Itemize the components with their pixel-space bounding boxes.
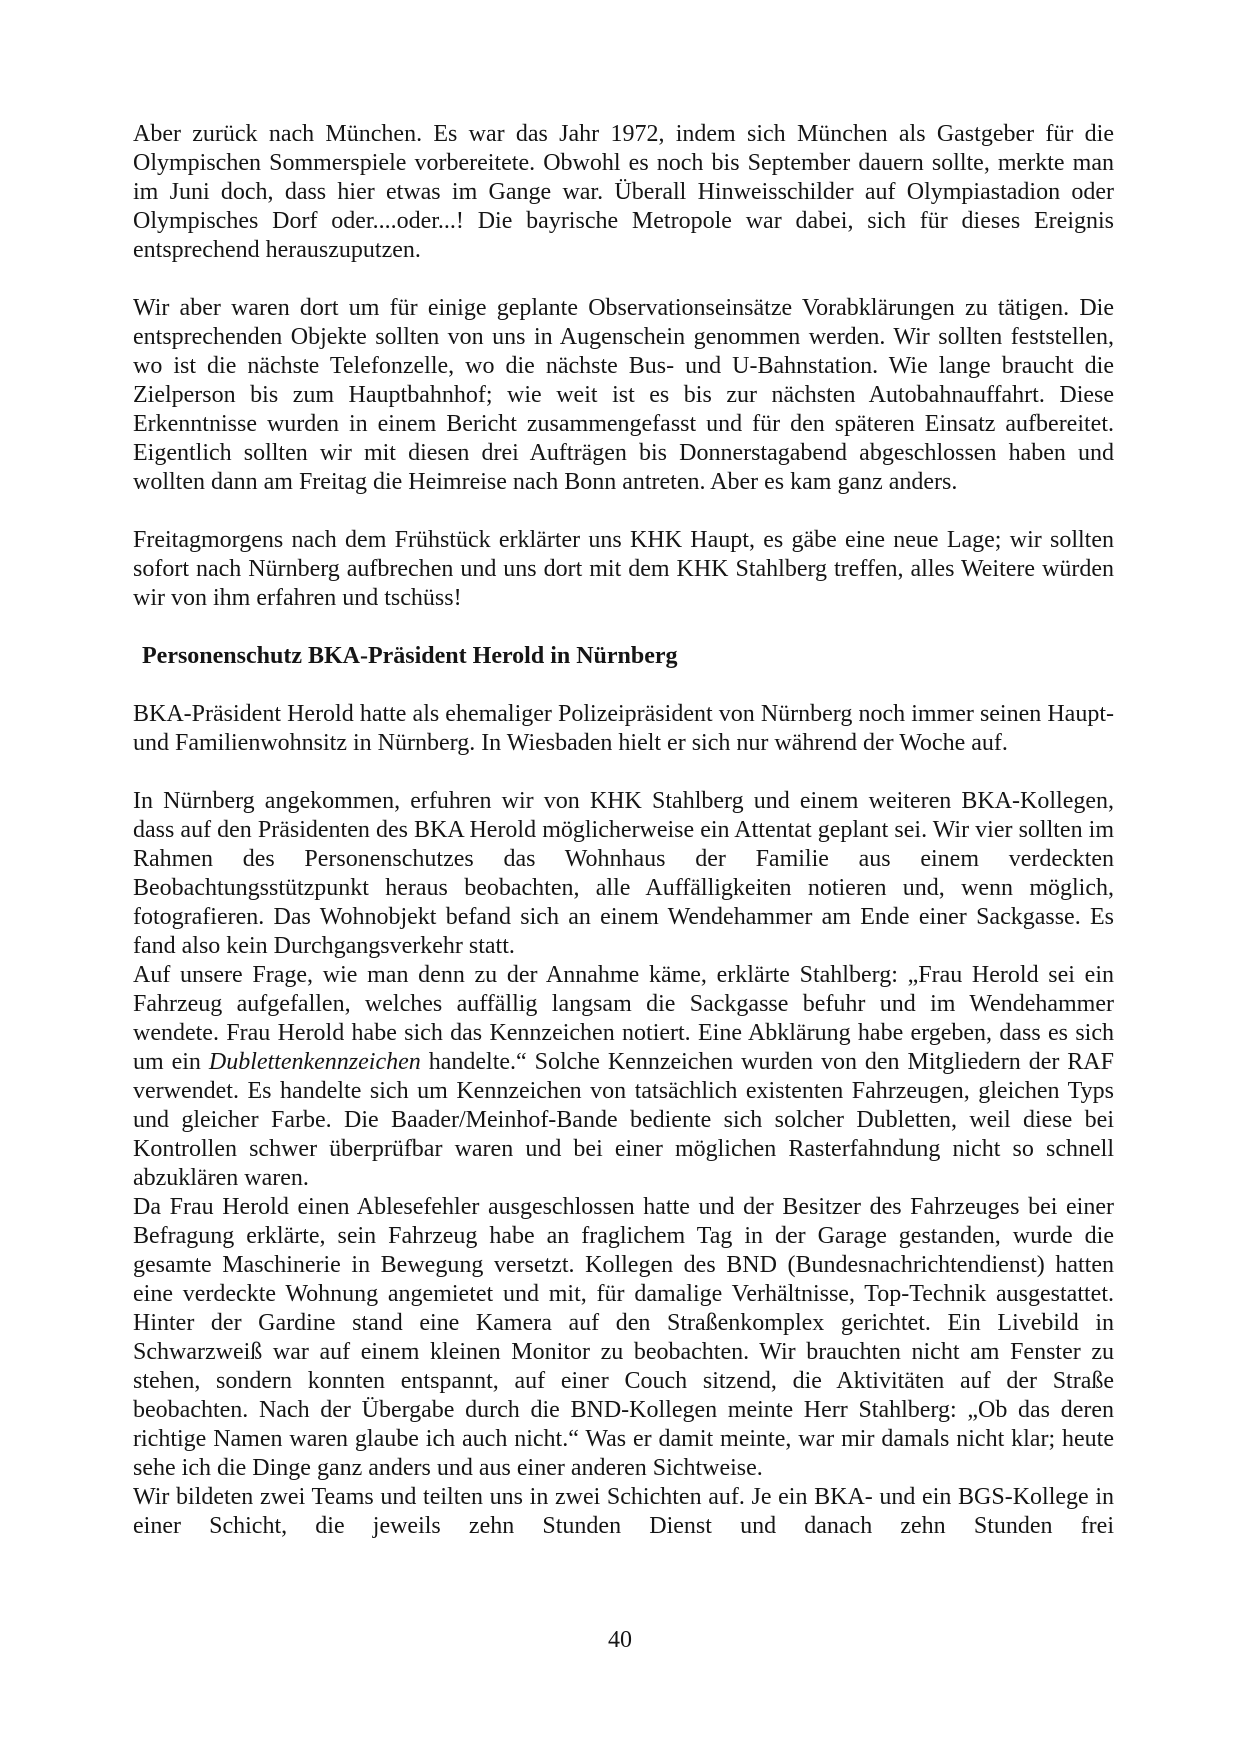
italic-term-dublettenkennzeichen: Dublettenkennzeichen	[208, 1049, 421, 1075]
paragraph-herold-wohnsitz: BKA-Präsident Herold hatte als ehemaliger Polizeipräsident von Nürnberg noch immer seinen Haupt- und Familienwohnsitz in Nürnberg. In Wiesbaden hielt er sich nur während der Woche auf.	[133, 701, 1114, 756]
paragraph-observation: Wir aber waren dort um für einige geplante Observationseinsätze Vorabklärungen zu tätigen. Die entsprechenden Objekte sollten von uns in Augenschein genommen werden. Wir sollten feststellen, wo ist die nächste Telefonzelle, wo die nächste Bus- und U-Bahnstation. Wie lange braucht die Zielperson bis zum Hauptbahnhof; wie weit ist es bis zur nächsten Autobahnauffahrt. Diese Erkenntnisse wurden in einem Bericht zusammengefasst und für den späteren Einsatz aufbereitet. Eigentlich sollten wir mit diesen drei Aufträgen bis Donnerstagabend abgeschlossen haben und wollten dann am Freitag die Heimreise nach Bonn antreten. Aber es kam ganz anders.	[133, 295, 1114, 495]
section-heading: Personenschutz BKA-Präsident Herold in Nürnberg	[142, 643, 678, 669]
page-number: 40	[608, 1627, 632, 1653]
paragraph-dubletten-text-before: Auf unsere Frage, wie man denn zu der Annahme käme, erklärte Stahlberg: „Frau Herold sei ein Fahrzeug aufgefallen, welches auffällig langsam die Sackgasse befuhr und im Wendehammer wendete. Frau Herold habe sich das Kennzeichen notiert. Eine Abklärung habe ergeben, dass es sich um ein	[133, 962, 1114, 1075]
paragraph-maschinerie: Da Frau Herold einen Ablesefehler ausgeschlossen hatte und der Besitzer des Fahrzeuges bei einer Befragung erklärte, sein Fahrzeug habe an fraglichem Tag in der Garage gestanden, wurde die gesamte Maschinerie in Bewegung versetzt. Kollegen des BND (Bundesnachrichtendienst) hatten eine verdeckte Wohnung angemietet und mit, für damalige Verhältnisse, Top-Technik ausgestattet. Hinter der Gardine stand eine Kamera auf den Straßenkomplex gerichtet. Ein Livebild in Schwarzweiß war auf einem kleinen Monitor zu beobachten. Wir brauchten nicht am Fenster zu stehen, sondern konnten entspannt, auf einer Couch sitzend, die Aktivitäten auf der Straße beobachten. Nach der Übergabe durch die BND-Kollegen meinte Herr Stahlberg: „Ob das deren richtige Namen waren glaube ich auch nicht.“ Was er damit meinte, war mir damals nicht klar; heute sehe ich die Dinge ganz anders und aus einer anderen Sichtweise.	[133, 1194, 1114, 1481]
paragraph-dubletten-text-after: handelte.“ Solche Kennzeichen wurden von den Mitgliedern der RAF verwendet. Es handelte sich um Kennzeichen von tatsächlich existenten Fahrzeugen, gleichen Typs und gleicher Farbe. Die Baader/Meinhof-Bande bediente sich solcher Dubletten, weil diese bei Kontrollen schwer überprüfbar waren und bei einer möglichen Rasterfahndung nicht so schnell abzuklären waren.	[133, 1049, 1114, 1191]
paragraph-dubletten	[133, 961, 1114, 1193]
text-block	[133, 120, 1114, 1541]
paragraph-nuernberg-ankunft: In Nürnberg angekommen, erfuhren wir von KHK Stahlberg und einem weiteren BKA-Kollegen, dass auf den Präsidenten des BKA Herold möglicherweise ein Attentat geplant sei. Wir vier sollten im Rahmen des Personenschutzes das Wohnhaus der Familie aus einem verdeckten Beobachtungsstützpunkt heraus beobachten, alle Auffälligkeiten notieren und, wenn möglich, fotografieren. Das Wohnobjekt befand sich an einem Wendehammer am Ende einer Sackgasse. Es fand also kein Durchgangsverkehr statt.	[133, 788, 1114, 959]
paragraph-munich-1972: Aber zurück nach München. Es war das Jahr 1972, indem sich München als Gastgeber für die Olympischen Sommerspiele vorbereitete. Obwohl es noch bis September dauern sollte, merkte man im Juni doch, dass hier etwas im Gange war. Überall Hinweisschilder auf Olympiastadion oder Olympisches Dorf oder....oder...! Die bayrische Metropole war dabei, sich für dieses Ereignis entsprechend herauszuputzen.	[133, 121, 1114, 263]
paragraph-teams-schichten: Wir bildeten zwei Teams und teilten uns in zwei Schichten auf. Je ein BKA- und ein BGS-Kollege in einer Schicht, die jeweils zehn Stunden Dienst und danach zehn Stunden frei	[133, 1484, 1114, 1539]
paragraph-freitagmorgens: Freitagmorgens nach dem Frühstück erklärter uns KHK Haupt, es gäbe eine neue Lage; wir sollten sofort nach Nürnberg aufbrechen und uns dort mit dem KHK Stahlberg treffen, alles Weitere würden wir von ihm erfahren und tschüss!	[133, 527, 1114, 611]
